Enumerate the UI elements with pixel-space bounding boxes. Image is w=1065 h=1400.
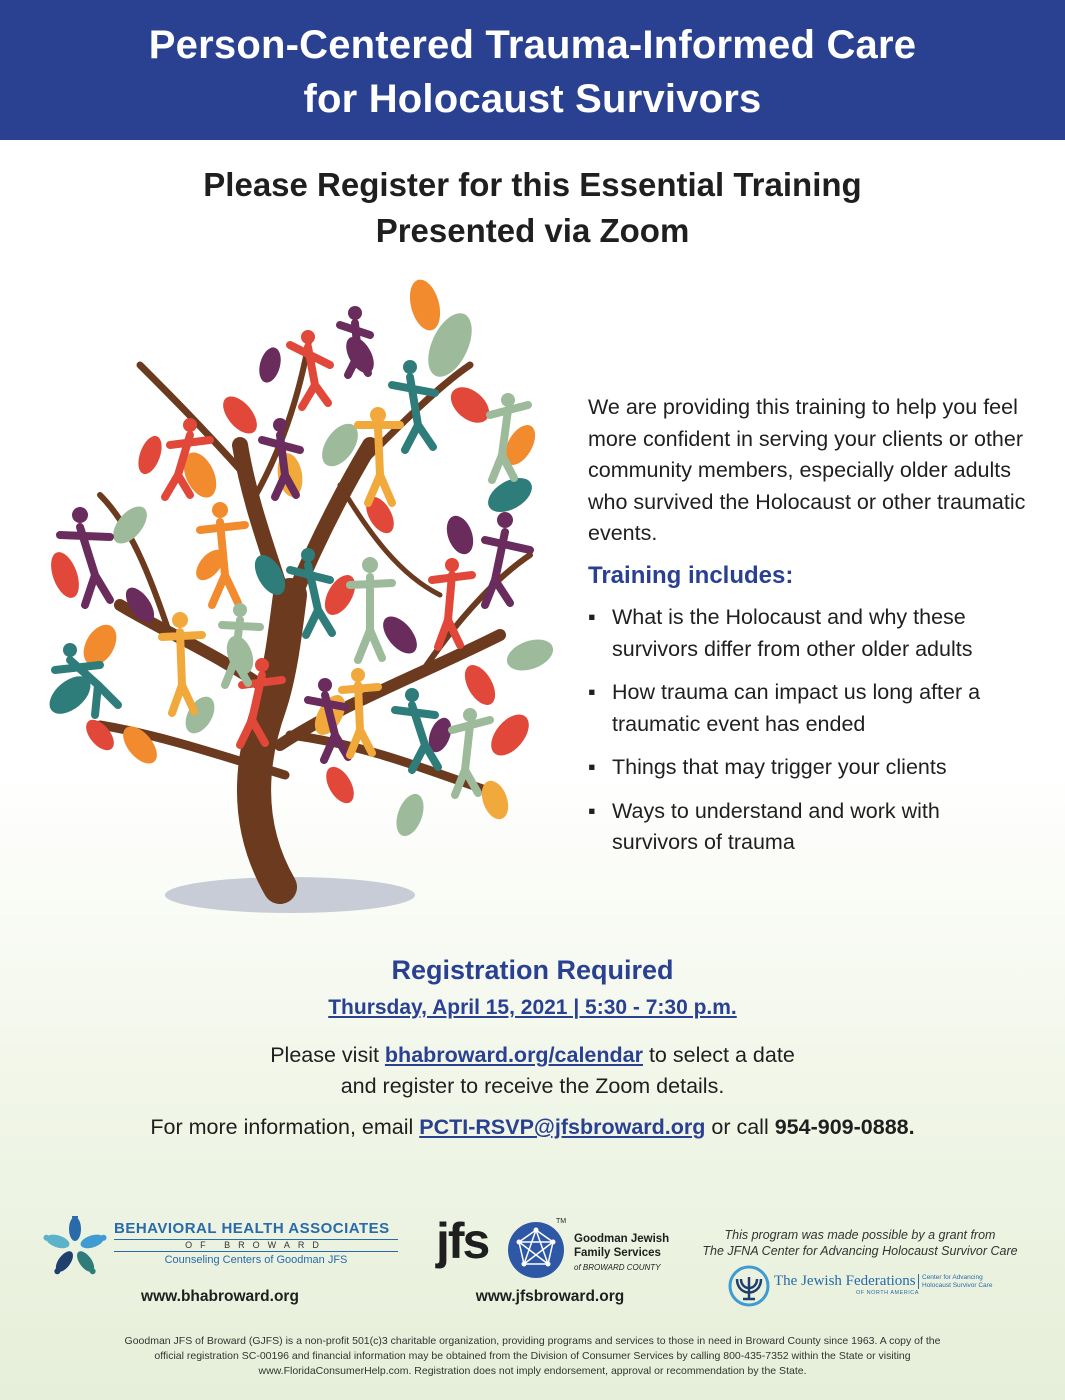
jfna-name: The Jewish Federations xyxy=(774,1273,916,1289)
event-date xyxy=(0,996,1065,1020)
menorah-icon xyxy=(728,1265,770,1307)
page-title-line1: Person-Centered Trauma-Informed Care xyxy=(148,23,917,67)
title-banner xyxy=(0,0,1065,140)
intro-paragraph: We are providing this training to help you feel more confident in serving your clients or other community members, especially older adults who survived the Holocaust or other traumatic events. xyxy=(588,395,1026,545)
list-item: ▪ How trauma can impact us long after a traumatic event has ended xyxy=(588,677,1028,740)
tree-of-people-illustration xyxy=(40,275,560,925)
jfs-url[interactable]: www.jfsbroward.org xyxy=(475,1288,625,1305)
training-includes-heading: Training includes: xyxy=(588,562,794,589)
visit-instructions: Please visit bhabroward.org/calendar to select a date and register to receive the Zoom details. xyxy=(270,1043,795,1098)
tree-leaves xyxy=(43,276,558,840)
list-item: ▪ What is the Holocaust and why these survivors differ from other older adults xyxy=(588,602,1028,665)
page-title-line2: for Holocaust Survivors xyxy=(303,77,762,121)
legal-disclaimer: Goodman JFS of Broward (GJFS) is a non-profit 501(c)3 charitable organization, providing programs and services to those in need in Broward County since 1963. A copy of the official registration SC-00196 and financial information may be obtained from the Division of Consumer Services by calling 800-435-7352 within the State or visiting www.FloridaConsumerHelp.com. Registration does not imply endorsement, approval or recommendation by the State. xyxy=(124,1335,941,1377)
jfna-subtitle: OF NORTH AMERICA xyxy=(856,1290,919,1296)
jfs-logo xyxy=(436,1213,676,1288)
bullet-icon: ▪ xyxy=(588,605,596,629)
pinwheel-people-icon xyxy=(42,1216,108,1278)
jfs-name: Goodman Jewish Family Services of BROWARD COUNTY xyxy=(574,1233,670,1272)
trademark-mark: TM xyxy=(556,1218,567,1225)
list-item: ▪ Things that may trigger your clients xyxy=(588,752,1028,784)
bha-logo xyxy=(42,1216,402,1280)
registration-heading: Registration Required xyxy=(391,955,674,985)
subheading-line1: Please Register for this Essential Training xyxy=(203,166,862,203)
jfna-center-name: Center for Advancing Holocaust Survivor Care xyxy=(918,1274,994,1289)
event-date-text: Thursday, April 15, 2021 | 5:30 - 7:30 p.m. xyxy=(328,996,737,1019)
bha-tagline: Counseling Centers of Goodman JFS xyxy=(164,1254,348,1266)
training-list xyxy=(588,602,1028,871)
phone-number: 954-909-0888. xyxy=(774,1115,915,1139)
jfna-logo xyxy=(728,1265,998,1309)
calendar-link[interactable]: bhabroward.org/calendar xyxy=(384,1043,643,1067)
star-network-icon xyxy=(508,1222,564,1278)
subheading xyxy=(0,162,1065,254)
list-item: ▪ Ways to understand and work with survivors of trauma xyxy=(588,796,1028,859)
bullet-icon: ▪ xyxy=(588,798,596,823)
grant-acknowledgement: This program was made possible by a grant from The JFNA Center for Advancing Holocaust Survivor Care xyxy=(702,1228,1018,1258)
contact-info: For more information, email PCTI-RSVP@jfsbroward.org or call 954-909-0888. xyxy=(150,1115,915,1139)
bullet-icon: ▪ xyxy=(588,680,596,704)
rsvp-email-link[interactable]: PCTI-RSVP@jfsbroward.org xyxy=(419,1115,706,1139)
bha-name: BEHAVIORAL HEALTH ASSOCIATES xyxy=(114,1220,390,1237)
jfs-wordmark: jfs xyxy=(436,1213,489,1269)
bha-url[interactable]: www.bhabroward.org xyxy=(141,1288,299,1305)
subheading-line2: Presented via Zoom xyxy=(375,212,690,249)
bha-subtitle: OF BROWARD xyxy=(114,1239,398,1252)
bullet-icon: ▪ xyxy=(588,755,596,779)
